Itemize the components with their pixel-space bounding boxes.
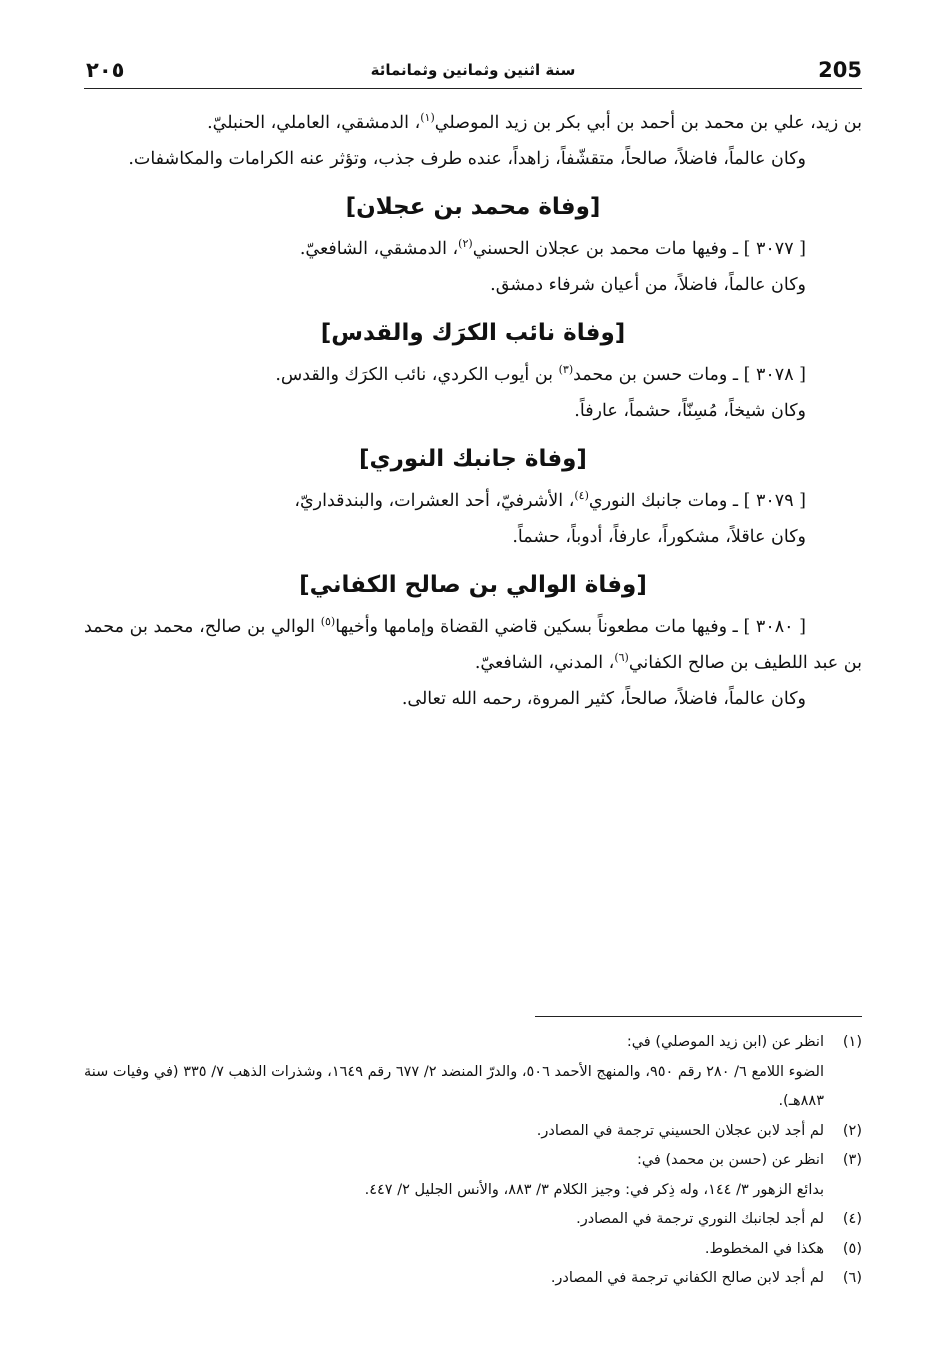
footnote-line: لم أجد لجانبك النوري ترجمة في المصادر. — [576, 1211, 824, 1227]
footnote-ref: (٢) — [458, 237, 473, 251]
footnote-number: (٤) — [842, 1211, 862, 1227]
footnote-ref: (١) — [420, 111, 435, 125]
page-number-arabic: ٢٠٥ — [86, 58, 125, 82]
entry-3078-desc: وكان شيخاً، مُسِنّاً، حشماً، عارفاً. — [574, 401, 806, 421]
entry-3080-desc: وكان عالماً، فاضلاً، صالحاً، كثير المروة، رحمه الله تعالى. — [401, 689, 806, 709]
entry-3077-desc: وكان عالماً، فاضلاً، من أعيان شرفاء دمشق. — [490, 275, 806, 295]
footnote-ref: (٦) — [614, 651, 629, 665]
paragraph-2: وكان عالماً، فاضلاً، صالحاً، متقشّفاً، زاهداً، عنده طرف جذب، وتؤثر عنه الكرامات والمكاشفات. — [128, 149, 806, 169]
page-number-latin: 205 — [818, 58, 862, 82]
footnote-5 — [84, 1235, 862, 1265]
entry-3079-desc: وكان عاقلاً، مشكوراً، عارفاً، أدوباً، حشماً. — [512, 527, 806, 547]
footnote-ref: (٥) — [320, 615, 336, 629]
footnote-line: لم أجد لابن عجلان الحسيني ترجمة في المصادر. — [536, 1122, 824, 1139]
footnote-number: (٢) — [842, 1122, 862, 1139]
footnote-number: (٣) — [842, 1152, 862, 1168]
section-heading-4: [وفاة الوالي بن صالح الكفاني] — [299, 572, 647, 598]
entry-3079: [ ٣٠٧٩ ] ـ ومات جانبك النوري$^{(٤)}$، الأشرفيّ، أحد العشرات، والبندقداريّ، — [294, 489, 806, 511]
footnote-1 — [84, 1028, 862, 1117]
footnote-4 — [84, 1205, 862, 1235]
running-title: سنة اثنين وثمانين وثمانمائة — [370, 61, 576, 79]
footnotes — [84, 1028, 862, 1294]
footnote-line: انظر عن (حسن بن محمد) في: — [636, 1152, 824, 1168]
entry-3080: [ ٣٠٨٠ ] ـ وفيها مات مطعوناً بسكين قاضي القضاة وإمامها وأخيها$^{(٥)}$ الوالي بن صالح، محمد بن محمد بن عبد اللطيف بن صالح الكفاني$^{(٦)}$، المدني، الشافعيّ. — [84, 615, 862, 673]
footnote-2 — [84, 1117, 862, 1147]
page — [84, 52, 862, 717]
entry-3077: [ ٣٠٧٧ ] ـ وفيها مات محمد بن عجلان الحسني$^{(٢)}$، الدمشقي، الشافعيّ. — [299, 237, 806, 259]
page-header — [84, 52, 862, 89]
entry-3078: [ ٣٠٧٨ ] ـ ومات حسن بن محمد$^{(٣)}$ بن أيوب الكردي، نائب الكرَك والقدس. — [275, 363, 806, 385]
paragraph-1: بن زيد، علي بن محمد بن أحمد بن أبي بكر بن زيد الموصلي$^{(١)}$، الدمشقي، العاملي، الحنبليّ. — [207, 111, 862, 133]
footnote-line: انظر عن (ابن زيد الموصلي) في: — [626, 1034, 824, 1050]
footnote-6 — [84, 1264, 862, 1294]
footnote-divider — [535, 1016, 862, 1017]
section-heading-3: [وفاة جانبك النوري] — [359, 446, 587, 472]
footnote-line: هكذا في المخطوط. — [704, 1240, 824, 1257]
footnote-number: (٥) — [842, 1240, 862, 1257]
main-text — [84, 105, 862, 717]
footnote-number: (٦) — [842, 1270, 862, 1286]
footnote-number: (١) — [842, 1034, 862, 1050]
footnote-line: لم أجد لابن صالح الكفاني ترجمة في المصادر. — [550, 1270, 824, 1286]
section-heading-1: [وفاة محمد بن عجلان] — [345, 194, 601, 220]
footnote-ref: (٤) — [574, 489, 589, 503]
footnote-ref: (٣) — [558, 363, 574, 377]
footnote-3 — [84, 1146, 862, 1205]
footnote-line: بدائع الزهور ٣/ ١٤٤، وله ذِكر في: وجيز الكلام ٣/ ٨٨٣، والأنس الجليل ٢/ ٤٤٧. — [364, 1181, 824, 1198]
footnote-line: الضوء اللامع ٦/ ٢٨٠ رقم ٩٥٠، والمنهج الأحمد ٥٠٦، والدرّ المنضد ٢/ ٦٧٧ رقم ١٦٤٩، وشذرات الذهب ٧/ ٣٣٥ (في وفيات سنة ٨٨٣هـ). — [84, 1063, 824, 1109]
section-heading-2: [وفاة نائب الكرَك والقدس] — [320, 320, 626, 346]
